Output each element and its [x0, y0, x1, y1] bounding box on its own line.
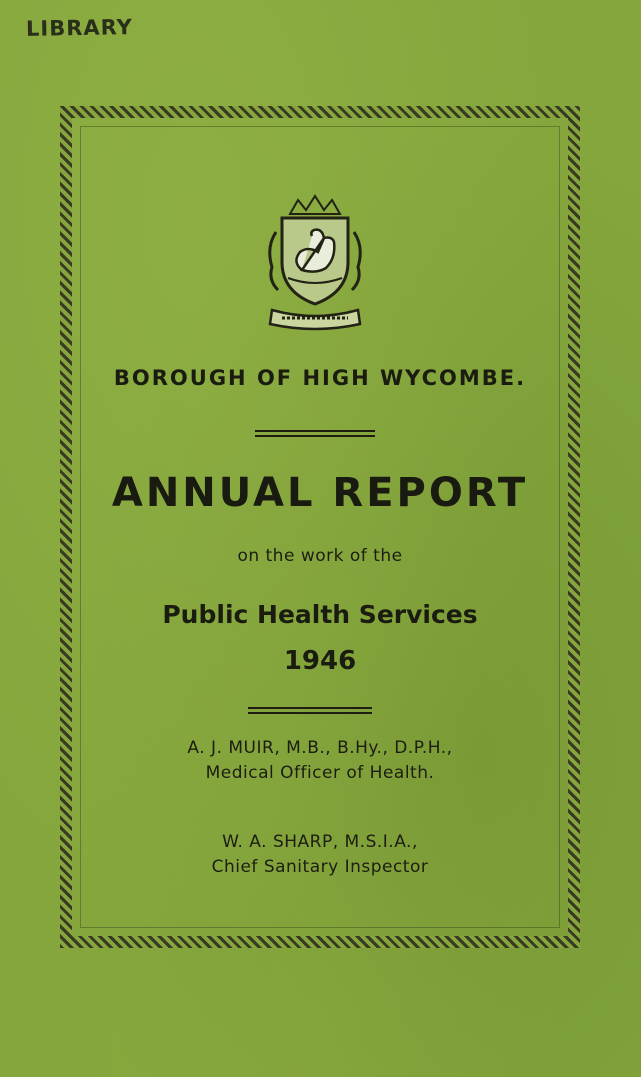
officer1-name: A. J. MUIR, M.B., B.Hy., D.P.H., [187, 738, 453, 758]
report-year: 1946 [283, 646, 357, 676]
report-title: ANNUAL REPORT [111, 470, 529, 516]
swan-shield-crest-icon [262, 192, 368, 332]
borough-heading: BOROUGH OF HIGH WYCOMBE. [113, 366, 527, 390]
double-rule-bottom [248, 707, 372, 714]
library-stamp: LIBRARY [25, 15, 134, 41]
officer2-name: W. A. SHARP, M.S.I.A., [222, 832, 418, 852]
service-name: Public Health Services [162, 600, 478, 629]
report-subtitle: on the work of the [237, 546, 403, 566]
officer2-role: Chief Sanitary Inspector [211, 857, 429, 877]
officer1-role: Medical Officer of Health. [205, 763, 435, 783]
double-rule-top [255, 430, 375, 437]
